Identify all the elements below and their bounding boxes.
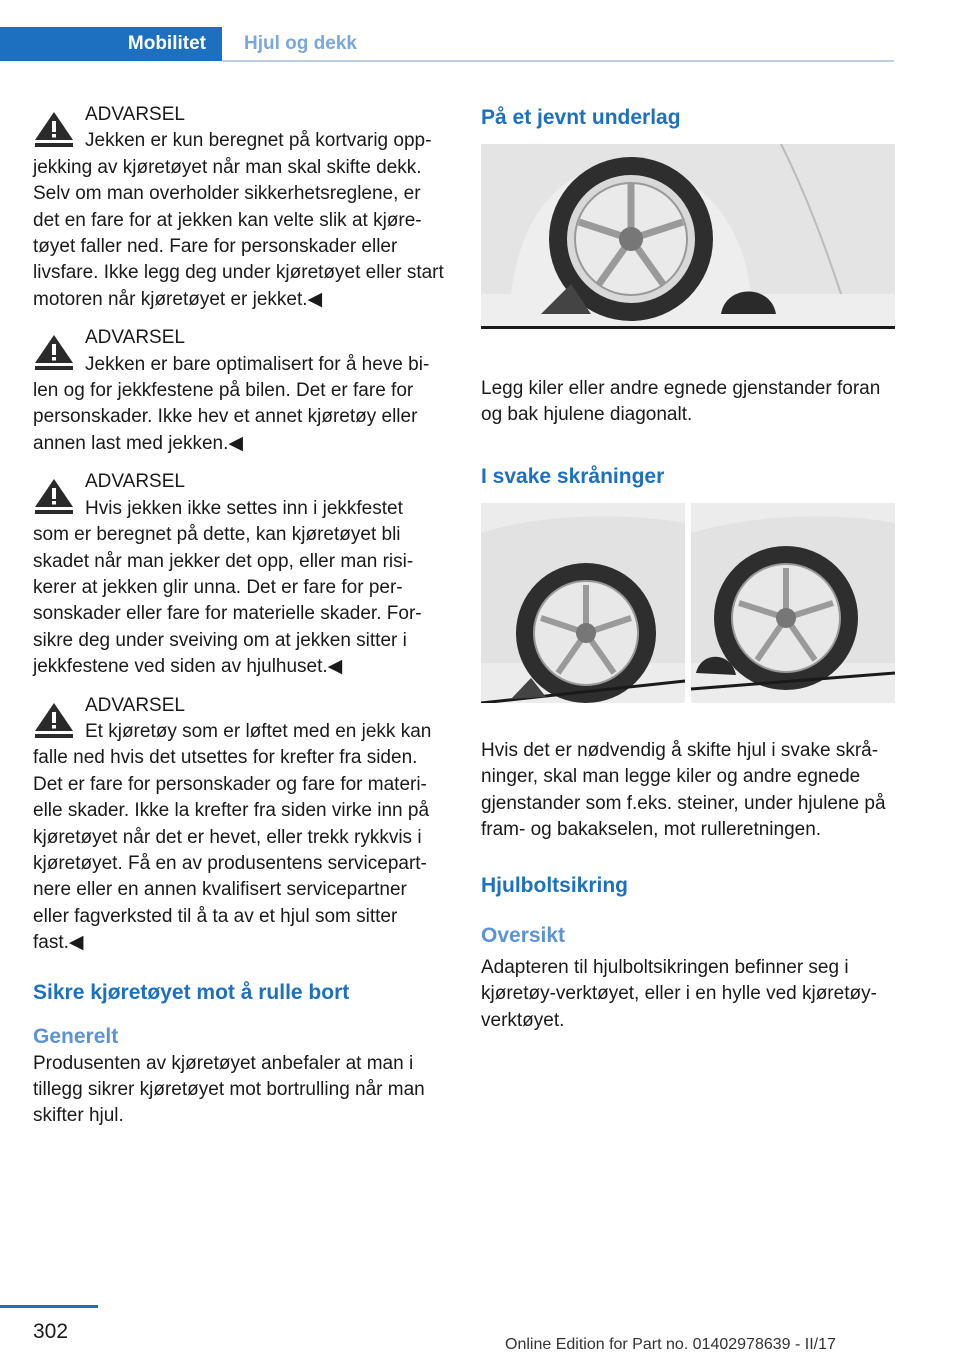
body-text: Hvis det er nødvendig å skifte hjul i svake skrå‐ninger, skal man legge kiler og andre egnede gjenstander som f.eks. steiner, under hjulene på fram- og bakakselen, mot rulleretningen.: [481, 740, 886, 841]
warning-title: ADVARSEL: [85, 694, 185, 716]
header-divider: [222, 60, 894, 62]
section-heading-wheel-lock: Hjulboltsikring: [481, 874, 628, 897]
section-heading: Sikre kjøretøyet mot å rulle bort: [33, 980, 350, 1004]
wheel-chock-slope-image: [481, 503, 895, 703]
warning-text-first-line: Et kjøretøy som er løftet med en jekk kan: [85, 720, 432, 742]
warning-block: [33, 469, 447, 680]
warning-icon: [33, 333, 75, 371]
warning-icon: [33, 701, 75, 739]
warning-block: [33, 693, 447, 957]
body-text: Legg kiler eller andre egnede gjenstander foran og bak hjulene diagonalt.: [481, 378, 881, 426]
warning-block: [33, 325, 447, 457]
warning-text-first-line: Hvis jekken ikke settes inn i jekkfestet: [85, 497, 403, 519]
body-text: Produsenten av kjøretøyet anbefaler at man i tillegg sikrer kjøretøyet mot bortrulling når man skifter hjul.: [33, 1052, 425, 1127]
warning-title: ADVARSEL: [85, 327, 185, 349]
image-baseline: [481, 326, 895, 329]
page-number: 302: [33, 1320, 69, 1343]
tab-mobilitet[interactable]: Mobilitet: [0, 27, 222, 61]
section-heading-flat-ground: På et jevnt underlag: [481, 106, 681, 129]
warning-title: ADVARSEL: [85, 471, 185, 493]
section-heading-slopes: I svake skråninger: [481, 465, 665, 488]
warning-text-first-line: Jekken er kun beregnet på kortvarig opp‐: [85, 130, 432, 152]
warning-icon: [33, 477, 75, 515]
warning-text-first-line: Jekken er bare optimalisert for å heve bi‐: [85, 353, 430, 375]
warning-text: len og for jekkfestene på bilen. Det er fare for personskader. Ikke hev et annet kjøretøy eller annen last med jekken.◀: [33, 380, 418, 454]
warning-text: jekking av kjøretøyet når man skal skifte dekk. Selv om man overholder sikkerhetsreglene, er det en fare for at jekken kan velte slik at kjøre‐tøyet faller ned. Fare for personskader eller livsfare. Ikke legg deg under kjøretøyet eller start motoren når kjøretøyet er jekket.◀: [33, 156, 444, 310]
subsection-heading-overview: Oversikt: [481, 924, 566, 947]
tab-hjul-og-dekk[interactable]: Hjul og dekk: [244, 33, 357, 54]
wheel-chock-flat-image: [481, 144, 895, 329]
footer-divider: [0, 1305, 98, 1308]
warning-title: ADVARSEL: [85, 104, 185, 125]
page-header: [0, 0, 894, 64]
warning-block: [33, 102, 447, 313]
warning-text: falle ned hvis det utsettes for krefter fra siden. Det er fare for personskader og fare for materi‐elle skader. Ikke la krefter fra siden virke inn på kjøretøyet når det er hevet, eller trekk rykkvis i kjøretøyet. Få en av produsentens servicepart‐nere eller en annen kvalifisert servicepartner eller fagverksted til å ta av et hjul som sitter fast.◀: [33, 747, 430, 954]
left-column: [33, 102, 447, 1130]
subsection-heading: Generelt: [33, 1024, 119, 1048]
body-text: Adapteren til hjulboltsikringen befinner seg i kjøretøy-verktøyet, eller i en hylle ved kjøretøy-verktøyet.: [481, 957, 877, 1031]
edition-note: Online Edition for Part no. 01402978639 - II/17: [505, 1336, 836, 1353]
warning-icon: [33, 110, 75, 148]
warning-text: som er beregnet på dette, kan kjøretøyet bli skadet når man jekker det opp, eller man risi‐kerer at jekken glir unna. Det er fare for per‐sonskader eller fare for materielle skader. For‐sikre deg under sveiving om at jekken sitter i jekkfestene ved siden av hjulhuset.◀: [33, 524, 422, 678]
